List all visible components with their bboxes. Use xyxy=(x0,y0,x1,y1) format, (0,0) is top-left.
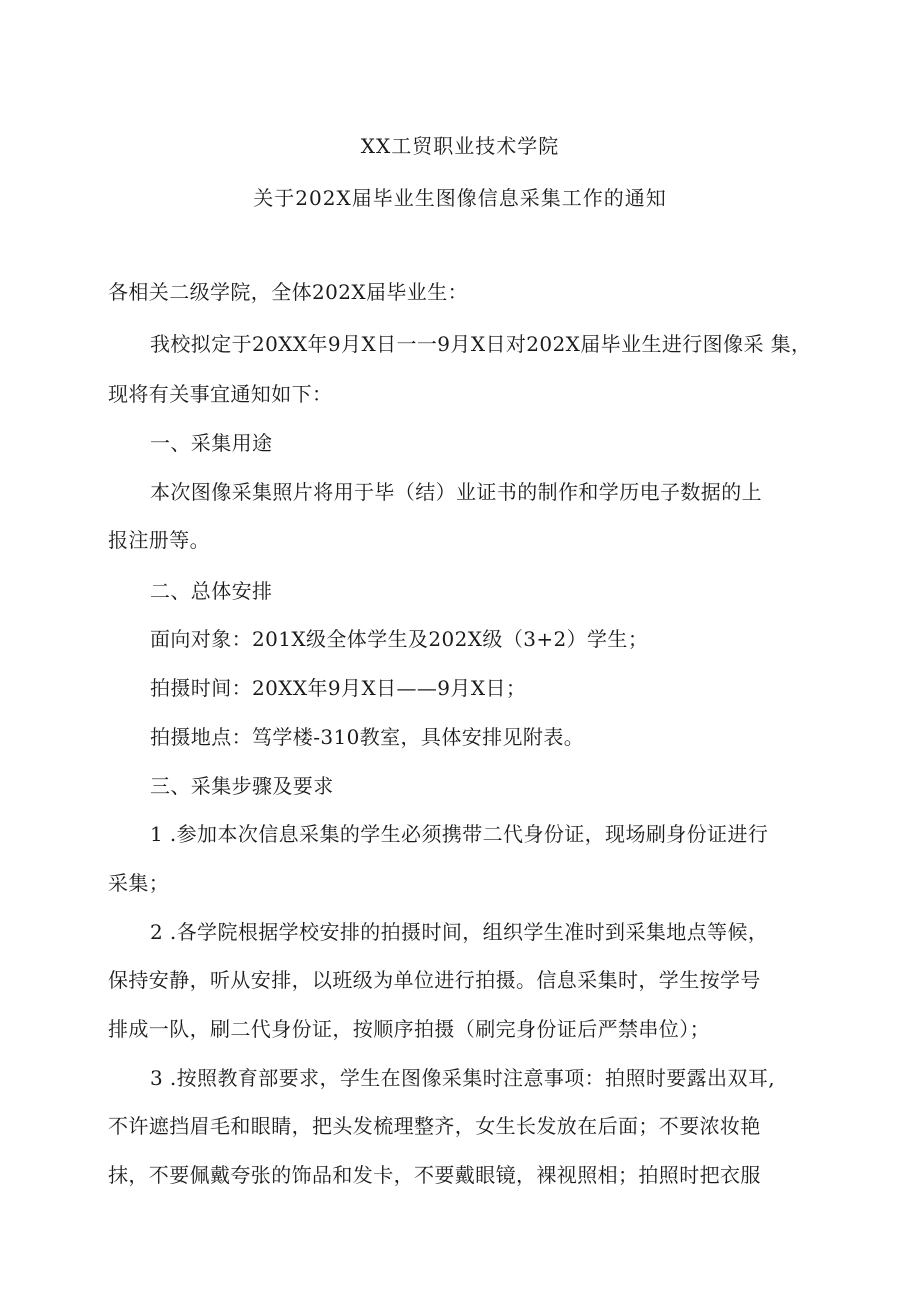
target-line: 面向对象：201X级全体学生及202X级（3+2）学生； xyxy=(150,627,649,651)
place-line: 拍摄地点：笃学楼-310教室，具体安排见附表。 xyxy=(150,725,585,749)
item2-line-2: 保持安静，听从安排，以班级为单位进行拍摄。信息采集时，学生按学号 xyxy=(108,968,761,992)
intro-paragraph-line-2: 现将有关事宜通知如下： xyxy=(108,382,333,406)
section1-text-line-1: 本次图像采集照片将用于毕（结）业证书的制作和学历电子数据的上 xyxy=(150,480,762,504)
section1-heading: 一、采集用途 xyxy=(150,431,273,455)
document-title-notice: 关于202X届毕业生图像信息采集工作的通知 xyxy=(253,186,667,210)
item3-line-3: 抹，不要佩戴夸张的饰品和发卡，不要戴眼镜，裸视照相；拍照时把衣服 xyxy=(108,1163,761,1187)
section2-heading: 二、总体安排 xyxy=(150,579,273,603)
document-title-school: XX工贸职业技术学院 xyxy=(360,134,560,158)
salutation: 各相关二级学院，全体202X届毕业生： xyxy=(108,280,469,304)
item3-line-1: 3 .按照教育部要求，学生在图像采集时注意事项：拍照时要露出双耳, xyxy=(150,1066,775,1090)
item3-line-2: 不许遮挡眉毛和眼睛，把头发梳理整齐，女生长发放在后面；不要浓妆艳 xyxy=(108,1114,761,1138)
time-line: 拍摄时间：20XX年9月X日——9月X日； xyxy=(150,676,527,700)
item2-line-1: 2 .各学院根据学校安排的拍摄时间，组织学生准时到采集地点等候， xyxy=(150,920,769,944)
item1-line-1: 1 .参加本次信息采集的学生必须携带二代身份证，现场刷身份证进行 xyxy=(150,822,769,846)
section1-text-line-2: 报注册等。 xyxy=(108,528,210,552)
item1-line-2: 采集； xyxy=(108,871,170,895)
intro-paragraph-line-1: 我校拟定于20XX年9月X日一一9月X日对202X届毕业生进行图像采 集， xyxy=(150,332,812,356)
item2-line-3: 排成一队，刷二代身份证，按顺序拍摄（刷完身份证后严禁串位）； xyxy=(108,1017,710,1041)
section3-heading: 三、采集步骤及要求 xyxy=(150,774,334,798)
